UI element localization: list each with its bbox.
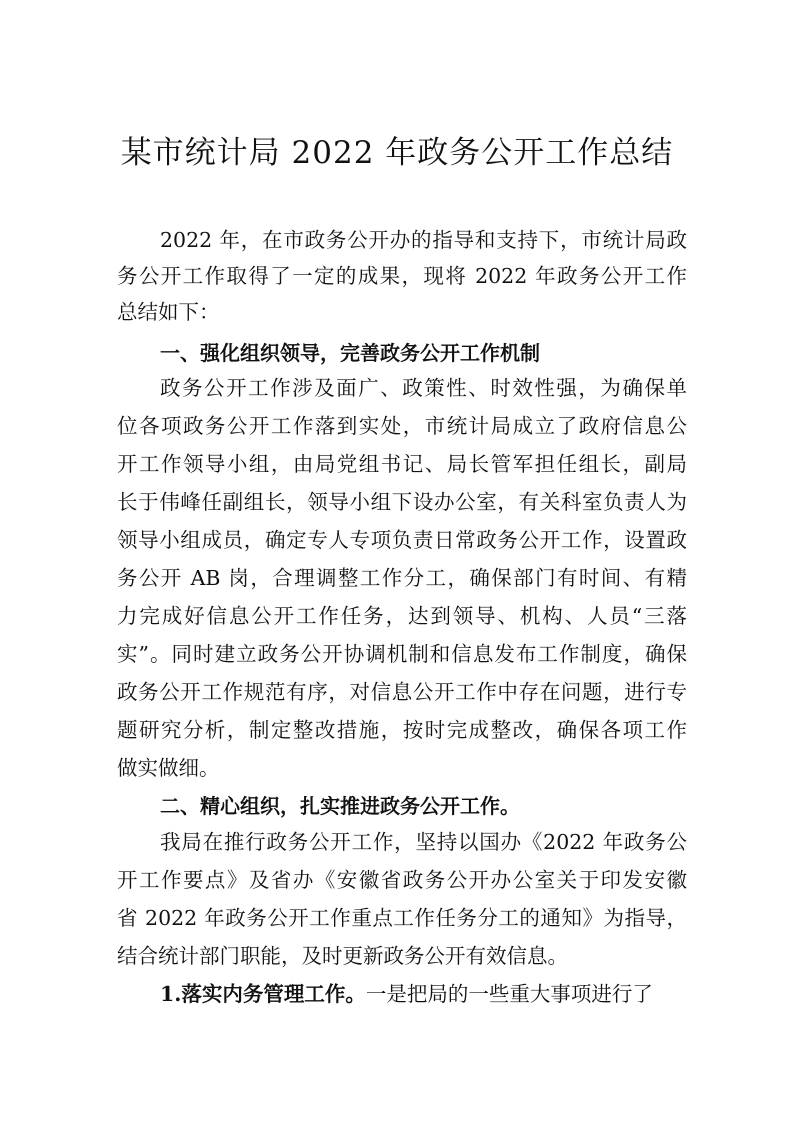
- item-text: 一是把局的一些重大事项进行了: [365, 982, 653, 1006]
- paragraph-line: 结合统计部门职能，及时更新政务公开有效信息。: [117, 944, 568, 968]
- paragraph-line: 力完成好信息公开工作任务，达到领导、机构、人员“三落: [117, 604, 687, 628]
- paragraph-line: 领导小组成员，确定专人专项负责日常政务公开工作，设置政: [117, 528, 687, 552]
- paragraph-line: 题研究分析，制定整改措施，按时完成整改，确保各项工作: [117, 718, 687, 742]
- numbered-item-line: [160, 980, 687, 1008]
- section-heading-2: 二、精心组织，扎实推进政务公开工作。: [160, 794, 520, 818]
- paragraph-line: 做实做细。: [117, 756, 220, 780]
- paragraph-line: 务公开 AB 岗，合理调整工作分工，确保部门有时间、有精: [117, 566, 687, 590]
- paragraph-line: 省 2022 年政务公开工作重点工作任务分工的通知》为指导，: [117, 906, 687, 930]
- paragraph-line: 开工作领导小组，由局党组书记、局长管军担任组长，副局: [117, 452, 687, 476]
- paragraph-line: 政务公开工作规范有序，对信息公开工作中存在问题，进行专: [117, 680, 687, 704]
- document-title: 某市统计局 2022 年政务公开工作总结: [120, 135, 674, 171]
- paragraph-line: 开工作要点》及省办《安徽省政务公开办公室关于印发安徽: [117, 868, 687, 892]
- paragraph-line: 我局在推行政务公开工作，坚持以国办《2022 年政务公: [160, 830, 687, 854]
- paragraph-line: 政务公开工作涉及面广、政策性、时效性强，为确保单: [160, 376, 687, 400]
- paragraph-line: 2022 年，在市政务公开办的指导和支持下，市统计局政: [160, 228, 687, 252]
- paragraph-line: 务公开工作取得了一定的成果，现将 2022 年政务公开工作: [117, 264, 687, 288]
- paragraph-line: 总结如下：: [117, 300, 220, 324]
- section-heading-1: 一、强化组织领导，完善政务公开工作机制: [160, 341, 540, 365]
- paragraph-line: 实”。同时建立政务公开协调机制和信息发布工作制度，确保: [117, 642, 687, 666]
- paragraph-line: 长于伟峰任副组长，领导小组下设办公室，有关科室负责人为: [117, 490, 687, 514]
- paragraph-line: 位各项政务公开工作落到实处，市统计局成立了政府信息公: [117, 414, 687, 438]
- item-lead: 1.落实内务管理工作。: [160, 982, 366, 1006]
